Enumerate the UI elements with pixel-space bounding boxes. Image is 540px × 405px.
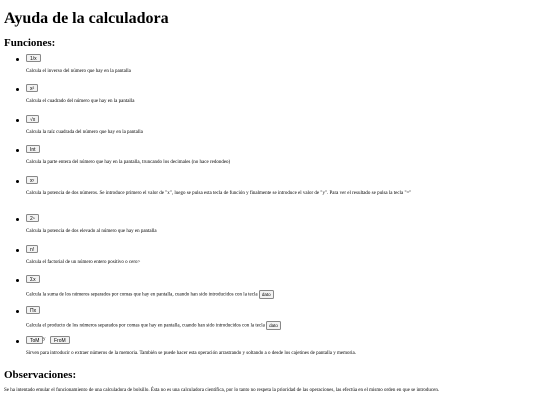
function-description: Calcula la raíz cuadrada del número que hay en la pantalla: [26, 130, 143, 135]
function-description: Calcula el inverso del número que hay en la pantalla: [26, 69, 131, 74]
bullet-icon: [16, 279, 19, 282]
function-description: Calcula la potencia de dos elevado al número que hay en pantalla: [26, 229, 157, 234]
bullet-icon: [16, 340, 19, 343]
from-memory-key-button[interactable]: FroM: [50, 336, 70, 344]
bullet-icon: [16, 119, 19, 122]
function-description: [26, 290, 532, 299]
square-key-button[interactable]: x²: [26, 84, 38, 92]
function-description-text: Calcula el producto de los números separados por comas que hay en pantalla, cuando han sido introducidos con la tecla: [26, 323, 265, 329]
function-description: Calcula el cuadrado del número que hay en la pantalla: [26, 99, 135, 104]
dato-key-button[interactable]: dato: [259, 290, 274, 299]
factorial-key-button[interactable]: n!: [26, 245, 38, 253]
bullet-icon: [16, 249, 19, 252]
function-description-text: Calcula la suma de los números separados por comas que hay en pantalla, cuando han sido introducidos con la tecla: [26, 292, 258, 298]
function-description: Calcula el factorial de un número entero positivo o cero>: [26, 260, 141, 265]
bullet-icon: [16, 218, 19, 221]
sum-key-button[interactable]: Σx: [26, 275, 40, 283]
observations-heading-visible: Observaciones:: [4, 369, 77, 381]
int-key-button[interactable]: Int: [26, 145, 40, 153]
observations-text: Se ha intentado emular el funcionamiento de una calculadora de bolsillo. Ésta no es una calculadora científica, por lo tanto no respeta la prioridad de las operaciones, las efectúa en el mismo orden en que se introducen.: [4, 388, 440, 393]
sqrt-key-button[interactable]: √x: [26, 115, 39, 123]
product-key-button[interactable]: Πx: [26, 306, 40, 314]
conjunction-text: y: [43, 337, 46, 342]
function-description: Calcula la parte entera del número que hay en la pantalla, truncando los decimales (no hace redondeo): [26, 160, 231, 165]
inverse-key-button[interactable]: 1/x: [26, 54, 41, 62]
to-memory-key-button[interactable]: ToM: [26, 336, 43, 344]
functions-heading: Funciones:: [4, 37, 56, 49]
function-description: Calcula la potencia de dos números. Se introduce primero el valor de "x", luego se pulsa esta tecla de función y finalmente se introduce el valor de "y". Para ver el resultado se pulsa la tecla "=": [26, 191, 412, 196]
function-description: [26, 321, 532, 330]
power-key-button[interactable]: xʸ: [26, 176, 38, 184]
bullet-icon: [16, 88, 19, 91]
dato-key-button[interactable]: dato: [266, 321, 281, 330]
power-of-two-key-button[interactable]: 2ⁿ: [26, 214, 39, 222]
bullet-icon: [16, 180, 19, 183]
function-description: Sirven para introducir o extraer números de la memoria. También se puede hacer esta operación arrastrando y soltando a o desde los cajetines de pantalla y memoria.: [26, 351, 356, 356]
bullet-icon: [16, 58, 19, 61]
page-title: Ayuda de la calculadora: [4, 10, 169, 27]
bullet-icon: [16, 149, 19, 152]
bullet-icon: [16, 310, 19, 313]
